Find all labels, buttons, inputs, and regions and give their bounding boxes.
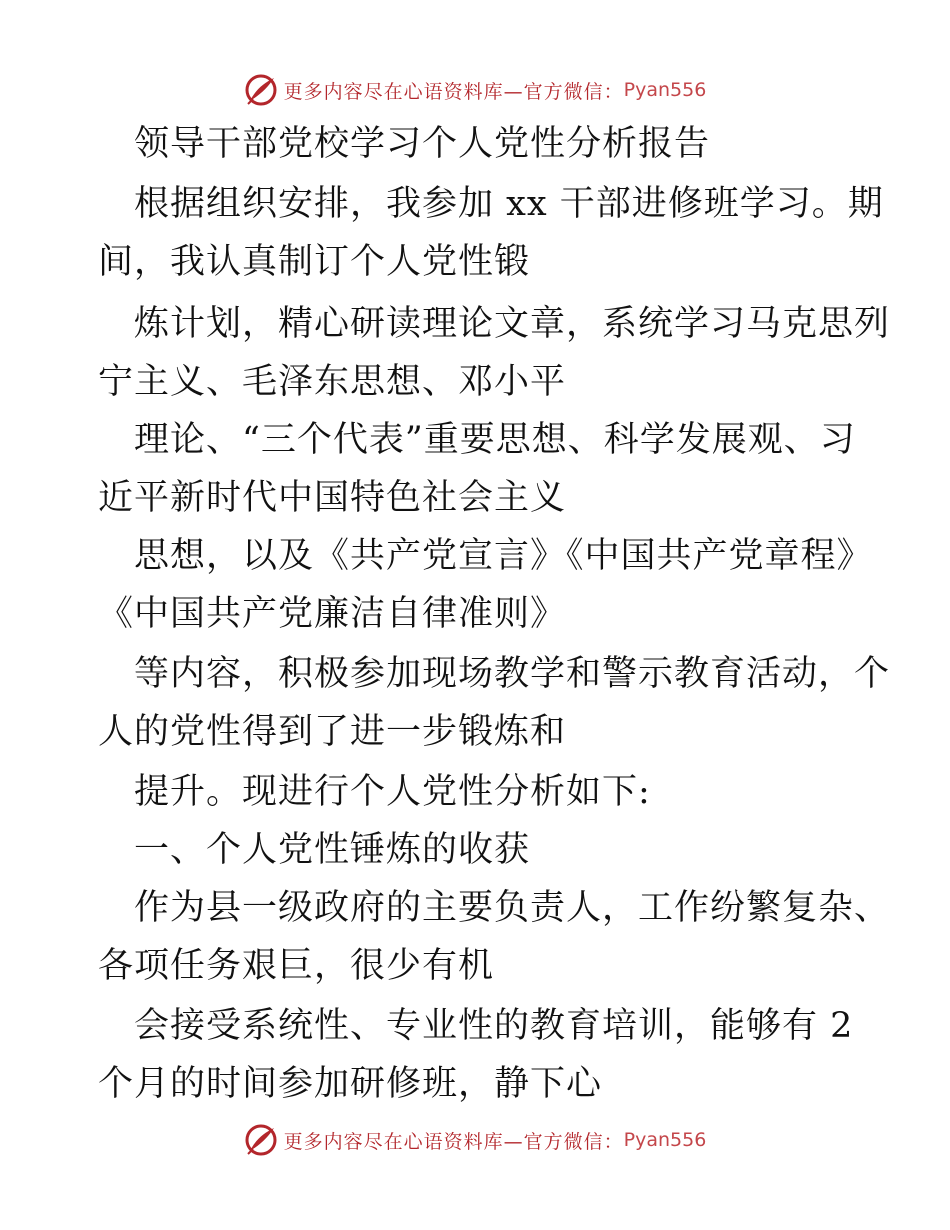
document-title: 领导干部党校学习个人党性分析报告 — [134, 124, 711, 164]
paragraph-line: 《中国共产党廉洁自律准则》 — [98, 594, 567, 634]
feather-pen-logo-icon — [244, 1123, 278, 1157]
paragraph-line: 会接受系统性、专业性的教育培训，能够有 2 — [134, 1006, 854, 1046]
paragraph-line: 宁主义、毛泽东思想、邓小平 — [98, 362, 567, 402]
banner-text: 更多内容尽在心语资料库—官方微信： — [283, 1130, 624, 1153]
paragraph-line: 近平新时代中国特色社会主义 — [98, 478, 567, 518]
paragraph-line: 理论、“三个代表”重要思想、科学发展观、习 — [134, 420, 856, 460]
paragraph-line: 根据组织安排，我参加 xx 干部进修班学习。期 — [134, 184, 884, 224]
paragraph-line: 炼计划，精心研读理论文章，系统学习马克思列 — [134, 304, 891, 344]
paragraph-line: 各项任务艰巨，很少有机 — [98, 946, 495, 986]
paragraph-line: 作为县一级政府的主要负责人，工作纷繁复杂、 — [134, 888, 891, 928]
paragraph-line: 思想，以及《共产党宣言》《中国共产党章程》 — [134, 536, 873, 576]
footer-watermark-banner — [0, 1120, 950, 1160]
paragraph-line: 等内容，积极参加现场教学和警示教育活动，个 — [134, 654, 891, 694]
feather-pen-logo-icon — [244, 73, 278, 107]
banner-wechat-id: Pyan556 — [623, 1129, 707, 1151]
paragraph-line: 间，我认真制订个人党性锻 — [98, 242, 531, 282]
paragraph-line: 个月的时间参加研修班，静下心 — [98, 1064, 603, 1104]
paragraph-line: 人的党性得到了进一步锻炼和 — [98, 712, 567, 752]
section-heading: 一、个人党性锤炼的收获 — [134, 830, 531, 870]
header-watermark-banner — [0, 70, 950, 110]
paragraph-line: 提升。现进行个人党性分析如下: — [134, 772, 651, 812]
banner-text: 更多内容尽在心语资料库—官方微信： — [283, 80, 624, 103]
banner-wechat-id: Pyan556 — [623, 79, 707, 101]
